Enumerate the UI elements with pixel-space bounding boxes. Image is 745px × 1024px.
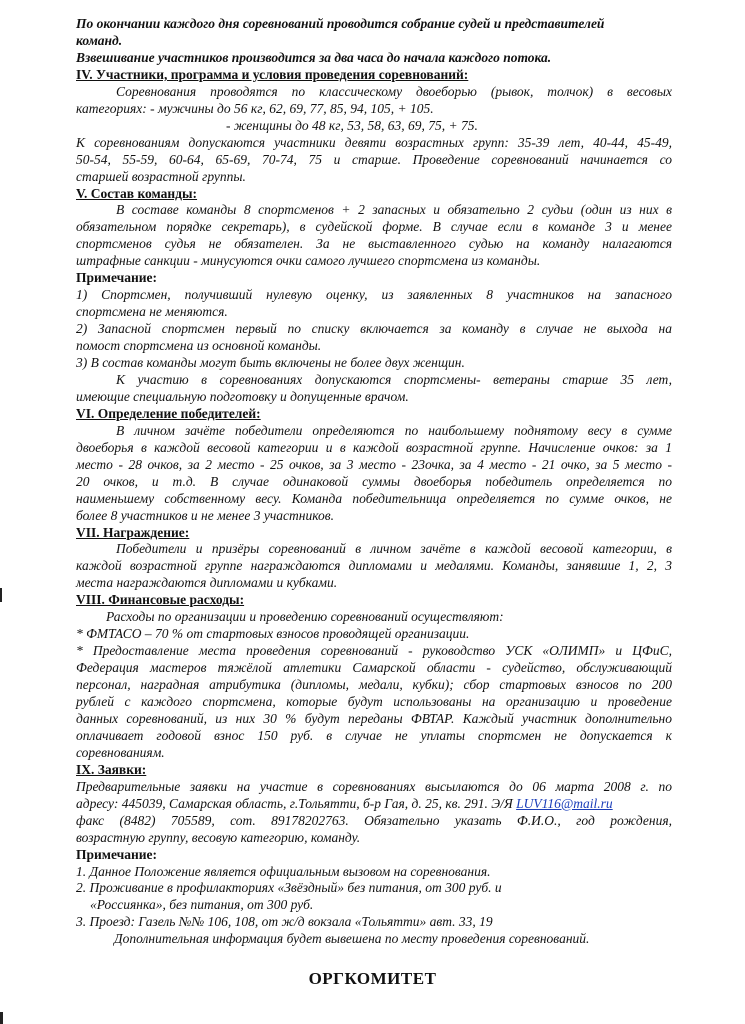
- email-link[interactable]: LUV116@mail.ru: [516, 795, 613, 811]
- line-text: данных соревнований, из них 30 % будут переданы ФВТАР. Каждый участник дополнительно: [76, 710, 672, 726]
- line-text: VI. Определение победителей:: [76, 405, 261, 421]
- text-line: [76, 354, 672, 371]
- line-text: спортсменов судья не обязателен. За не выставленного судью на команду налагаются: [76, 236, 672, 252]
- section-heading: [76, 405, 672, 422]
- line-text: старшей возрастной группы.: [76, 168, 246, 184]
- text-line: [76, 473, 672, 490]
- text-line: [76, 829, 672, 846]
- line-text: V. Состав команды:: [76, 185, 198, 201]
- line-text: места награждаются дипломами и кубками.: [76, 575, 338, 591]
- line-text: IV. Участники, программа и условия проведения соревнований:: [76, 66, 469, 82]
- section-heading: [76, 524, 672, 541]
- line-text: место - 28 очков, за 2 место - 25 очков, за 3 место - 23очка, за 4 место - 21 очко, за 5 место -: [76, 456, 672, 472]
- text-line: [76, 727, 672, 744]
- text-line: [76, 846, 672, 863]
- line-text: каждой возрастной группе награждаются дипломами и медалями. Команды, занявшие 1, 2, 3: [76, 558, 672, 574]
- text-line: [90, 896, 672, 913]
- text-line: [116, 422, 672, 439]
- line-text: спортсмена не меняются.: [76, 304, 228, 320]
- line-text: 1) Спортсмен, получивший нулевую оценку, из заявленных 8 участников на запасного: [76, 287, 672, 303]
- text-line: [76, 744, 672, 761]
- text-line: [76, 710, 672, 727]
- text-line: [106, 608, 672, 625]
- line-text: В составе команды 8 спортсменов + 2 запасных и обязательно 2 судьи (один из них в: [116, 202, 672, 218]
- line-text: Дополнительная информация будет вывешена по месту проведения соревнований.: [114, 931, 590, 947]
- line-text: VII. Награждение:: [76, 524, 190, 540]
- line-text: Соревнования проводятся по классическому двоеборью (рывок, толчок) в весовых: [116, 83, 672, 99]
- line-text: IX. Заявки:: [76, 761, 147, 777]
- line-text: команд.: [76, 32, 123, 48]
- line-text: адресу: 445039, Самарская область, г.Тольятти, б-р Гая, д. 25, кв. 291. Э/Я: [76, 795, 513, 811]
- line-text: Победители и призёры соревнований в личном зачёте в каждой весовой категории, в: [116, 541, 672, 557]
- text-line: [76, 134, 672, 151]
- line-text: соревнованиям.: [76, 744, 165, 760]
- text-line: [76, 456, 672, 473]
- section-heading: [76, 66, 672, 83]
- line-text: «Россиянка», без питания, от 300 руб.: [90, 897, 314, 913]
- line-text: - женщины до 48 кг, 53, 58, 63, 69, 75, + 75.: [226, 117, 478, 133]
- text-line: [76, 574, 672, 591]
- line-text: Примечание:: [76, 846, 158, 862]
- text-line: [76, 337, 672, 354]
- scan-edge-mark: [0, 1012, 3, 1024]
- text-line: [76, 303, 672, 320]
- text-line: [76, 32, 672, 49]
- line-text: оплачивает годовой взнос 150 руб. в случае не уплаты спортсмен не допускается к: [76, 727, 672, 743]
- line-text: Расходы по организации и проведению соревнований осуществляют:: [106, 609, 504, 625]
- text-line: [76, 490, 672, 507]
- text-line: [76, 557, 672, 574]
- line-text: К участию в соревнованиях допускаются спортсмены- ветераны старше 35 лет,: [116, 371, 672, 387]
- text-line: [116, 83, 672, 100]
- text-line: [76, 439, 672, 456]
- line-text: имеющие специальную подготовку и допущенные врачом.: [76, 388, 409, 404]
- text-line: [76, 100, 672, 117]
- text-line: [226, 117, 672, 134]
- text-line: [76, 812, 672, 829]
- line-text: VIII. Финансовые расходы:: [76, 592, 245, 608]
- text-line: [76, 507, 672, 524]
- line-text: Примечание:: [76, 270, 158, 286]
- line-text: В личном зачёте победители определяются по наибольшему поднятому весу в сумме: [116, 422, 672, 438]
- line-text: 3. Проезд: Газель №№ 106, 108, от ж/д вокзала «Тольятти» авт. 33, 19: [76, 914, 493, 930]
- line-text: Предварительные заявки на участие в соревнованиях высылаются до 06 марта 2008 г. по: [76, 778, 672, 794]
- line-text: К соревнованиям допускаются участники девяти возрастных групп: 35-39 лет, 40-44, 45-49,: [76, 134, 672, 150]
- text-line: [116, 371, 672, 388]
- orgcommittee-signature: ОРГКОМИТЕТ: [308, 969, 437, 988]
- section-heading: [76, 591, 672, 608]
- line-text: помост спортсмена из основной команды.: [76, 338, 322, 354]
- line-text: штрафные санкции - минусуются очки самого лучшего спортсмена из команды.: [76, 253, 541, 269]
- text-line: [76, 15, 672, 32]
- line-text: Федерация мастеров тяжёлой атлетики Самарской области - судейство, обслуживающий: [76, 660, 672, 676]
- text-line: [76, 625, 672, 642]
- text-line: [76, 795, 672, 812]
- text-line: [76, 49, 672, 66]
- line-text: По окончании каждого дня соревнований проводится собрание судей и представителей: [76, 16, 605, 31]
- section-heading: [76, 185, 672, 202]
- text-line: [76, 676, 672, 693]
- text-line: [76, 235, 672, 252]
- text-line: [76, 320, 672, 337]
- line-text: рублей с каждого спортсмена, которые будут использованы на организацию и проведение: [76, 694, 672, 709]
- text-line: [76, 913, 672, 930]
- text-line: [114, 930, 672, 947]
- line-text: 3) В состав команды могут быть включены не более двух женщин.: [76, 355, 465, 370]
- line-text: персонал, наградная атрибутика (дипломы, медали, кубки); сбор стартовых взносов по 200: [76, 677, 672, 693]
- line-text: 2. Проживание в профилакториях «Звёздный» без питания, от 300 руб. и: [76, 880, 502, 896]
- section-heading: [76, 761, 672, 778]
- line-text: категориях: - мужчины до 56 кг, 62, 69, 77, 85, 94, 105, + 105.: [76, 100, 434, 116]
- line-text: 2) Запасной спортсмен первый по списку включается за команду в случае не выхода на: [76, 321, 672, 337]
- line-text: факс (8482) 705589, сот. 89178202763. Обязательно указать Ф.И.О., год рождения,: [76, 812, 672, 828]
- line-text: обязательном порядке секретарь), в судейской форме. В случае если в команде 3 и менее: [76, 219, 672, 235]
- line-text: возрастную группу, весовую категорию, команду.: [76, 829, 361, 845]
- line-text: 50-54, 55-59, 60-64, 65-69, 70-74, 75 и старше. Проведение соревнований начинается со: [76, 151, 672, 167]
- text-line: [76, 879, 672, 896]
- text-line: [76, 252, 672, 269]
- text-line: [76, 388, 672, 405]
- line-text: наименьшему собственному весу. Команда победительница определяется по сумме очков, не: [76, 490, 672, 506]
- text-line: [76, 693, 672, 710]
- text-line: [116, 201, 672, 218]
- text-line: [76, 863, 672, 880]
- line-text: * Предоставление места проведения соревнований - руководство УСК «ОЛИМП» и ЦФиС,: [76, 643, 672, 659]
- line-text: Взвешивание участников производится за два часа до начала каждого потока.: [76, 49, 552, 65]
- text-line: [76, 642, 672, 659]
- text-line: [76, 286, 672, 303]
- text-line: [76, 269, 672, 286]
- line-text: двоеборья в каждой весовой категории и в каждой возрастной группе. Начисление очков: за 1: [76, 439, 672, 455]
- line-text: более 8 участников и не менее 3 участников.: [76, 507, 335, 523]
- line-text: 20 очков, и т.д. В случае одинаковой суммы двоеборья победитель определяется по: [76, 473, 672, 489]
- text-line: [76, 168, 672, 185]
- line-text: 1. Данное Положение является официальным вызовом на соревнования.: [76, 863, 491, 879]
- text-line: [116, 540, 672, 557]
- text-line: [76, 659, 672, 676]
- text-line: [76, 218, 672, 235]
- text-line: [76, 151, 672, 168]
- line-text: * ФМТАСО – 70 % от стартовых взносов проводящей организации.: [76, 626, 470, 642]
- text-line: [76, 778, 672, 795]
- scan-edge-mark: [0, 588, 2, 602]
